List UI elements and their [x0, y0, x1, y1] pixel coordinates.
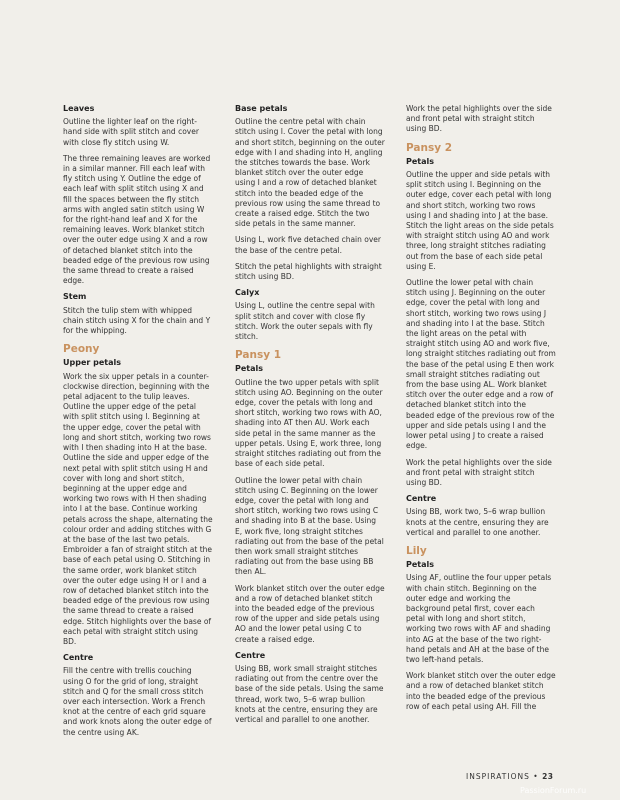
paragraph: Stitch the petal highlights with straight stitch using BD.: [235, 261, 382, 282]
paragraph: Outline the centre petal with chain stitch using I. Cover the petal with long and short stitch, beginning on the outer edge with I and shading into H, angling the stitches towards the base. Work blanket stitch over the outer edge using I and a row of detached blanket stitch into the beaded edge of the previous row using the same thread to create a raised edge. Stitch the two side petals in the same manner.: [235, 117, 385, 229]
column-right: [406, 104, 556, 718]
paragraph: Fill the centre with trellis couching using O for the grid of long, straight stitch and Q for the small cross stitch over each intersection. Work a French knot at the centre of each grid square and work knots along the outer edge of the centre using AK.: [63, 666, 212, 737]
page-footer: [466, 772, 554, 781]
heading-upper-petals: Upper petals: [63, 358, 121, 368]
paragraph: Outline the two upper petals with split stitch using AO. Beginning on the outer edge, cover the petals with long and short stitch, working two rows with AO, shading into AT then AU. Work each side petal in the same manner as the upper petals. Using E, work three, long straight stitches radiating out from the base of each side petal.: [235, 377, 383, 469]
heading-centre: Centre: [63, 653, 94, 663]
heading-lily-petals: Petals: [406, 560, 435, 570]
footer-separator: •: [533, 772, 539, 781]
paragraph: Using L, outline the centre sepal with split stitch and cover with close fly stitch. Work the outer sepals with fly stitch.: [235, 301, 375, 342]
paragraph: Outline the lower petal with chain stitch using C. Beginning on the lower edge, cover the petal with long and short stitch, working two rows using C and shading into B at the base. Using E, work five, long straight stitches radiating out from the base of the petal then work small straight stitches radiating out from the base using BB then AL.: [235, 475, 384, 577]
paragraph: Using BB, work small straight stitches radiating out from the centre over the base of the side petals. Using the same thread, work two, 5–6 wrap bullion knots at the centre, ensuring they are vertical and parallel to one another.: [235, 663, 384, 724]
column-middle: [235, 104, 385, 731]
heading-petals: Petals: [406, 156, 435, 166]
heading-centre: Centre: [235, 650, 266, 660]
paragraph: Using AF, outline the four upper petals with chain stitch. Beginning on the outer edge and working the background petal first, cover each petal with long and short stitch, working two rows with AF and shading into AG at the base of the two right-hand petals and AH at the base of the two left-hand petals.: [406, 573, 552, 664]
paragraph: Outline the lower petal with chain stitch using J. Beginning on the outer edge, cover the petal with long and short stitch, working two rows using J and shading into I at the base. Stitch the light areas on the petal with straight stitch using AO and work five, long straight stitches radiating out from the base of the petal using E then work small straight stitches radiating out from the base using AL. Work blanket stitch over the outer edge and a row of detached blanket stitch into the beaded edge of the previous row of the upper and side petals using I and the lower petal using J to create a raised edge.: [406, 278, 556, 451]
column-left: [63, 104, 213, 744]
paragraph: Outline the lighter leaf on the right-hand side with split stitch and cover with close fly stitch using W.: [63, 117, 199, 147]
section-title-peony: Peony: [63, 343, 100, 356]
section-title-lily: Lily: [406, 544, 427, 557]
section-title-pansy-2: Pansy 2: [406, 141, 453, 154]
heading-base-petals: Base petals: [235, 104, 288, 113]
paragraph: Work the petal highlights over the side and front petal with straight stitch using BD.: [406, 104, 552, 134]
watermark: PassionForum.ru: [520, 786, 587, 795]
heading-stem: Stem: [63, 292, 87, 302]
heading-calyx: Calyx: [235, 288, 260, 298]
paragraph: The three remaining leaves are worked in a similar manner. Fill each leaf with fly stitch using Y. Outline the edge of each leaf with split stitch using X and fill the spaces between the fly stitch arms with angled satin stitch using W for the right-hand leaf and X for the remaining leaves. Work blanket stitch over the outer edge using X and a row of detached blanket stitch into the beaded edge of the previous row using the same thread to create a raised edge.: [63, 153, 211, 286]
paragraph: Using BB, work two, 5–6 wrap bullion knots at the centre, ensuring they are vertical and parallel to one another.: [406, 507, 549, 537]
paragraph: Work blanket stitch over the outer edge and a row of detached blanket stitch into the beaded edge of the previous row of each petal using AH. Fill the: [406, 671, 556, 711]
paragraph: Work blanket stitch over the outer edge and a row of detached blanket stitch into the beaded edge of the previous row of the upper and side petals using AO and the lower petal using C to create a raised edge.: [235, 583, 385, 644]
section-title-pansy-1: Pansy 1: [235, 349, 282, 362]
paragraph: Stitch the tulip stem with whipped chain stitch using X for the chain and Y for the whipping.: [63, 305, 211, 336]
heading-centre: Centre: [406, 494, 437, 504]
heading-petals: Petals: [235, 364, 264, 374]
paragraph: Using L, work five detached chain over the base of the centre petal.: [235, 235, 381, 255]
magazine-name: INSPIRATIONS: [466, 772, 530, 781]
paragraph: Work the petal highlights over the side and front petal with straight stitch using BD.: [406, 457, 552, 487]
paragraph: Outline the upper and side petals with split stitch using I. Beginning on the outer edge, cover each petal with long and short stitch, working two rows using I and shading into J at the base. Stitch the light areas on the side petals with straight stitch using AO and work three, long straight stitches radiating out from the base of each side petal using E.: [406, 170, 554, 271]
paragraph: Work the six upper petals in a counter-clockwise direction, beginning with the petal adjacent to the tulip leaves. Outline the upper edge of the petal with split stitch using I. Beginning at the upper edge, cover the petal with long and short stitch, working two rows with I then shading into H at the base. Outline the side and upper edge of the next petal with split stitch using H and cover with long and short stitch, beginning at the upper edge and working two rows with H then shading into I at the base. Continue working petals across the shape, alternating the colour order and adding stitches with G at the base of the last two petals. Embroider a fan of straight stitch at the base of each petal using O. Stitching in the same order, work blanket stitch over the outer edge using H or I and a row of detached blanket stitch into the beaded edge of the previous row using the same thread to create a raised edge. Stitch highlights over the base of each petal with straight stitch using BD.: [63, 371, 213, 646]
heading-leaves: Leaves: [63, 104, 95, 113]
page-number: 23: [542, 772, 554, 781]
